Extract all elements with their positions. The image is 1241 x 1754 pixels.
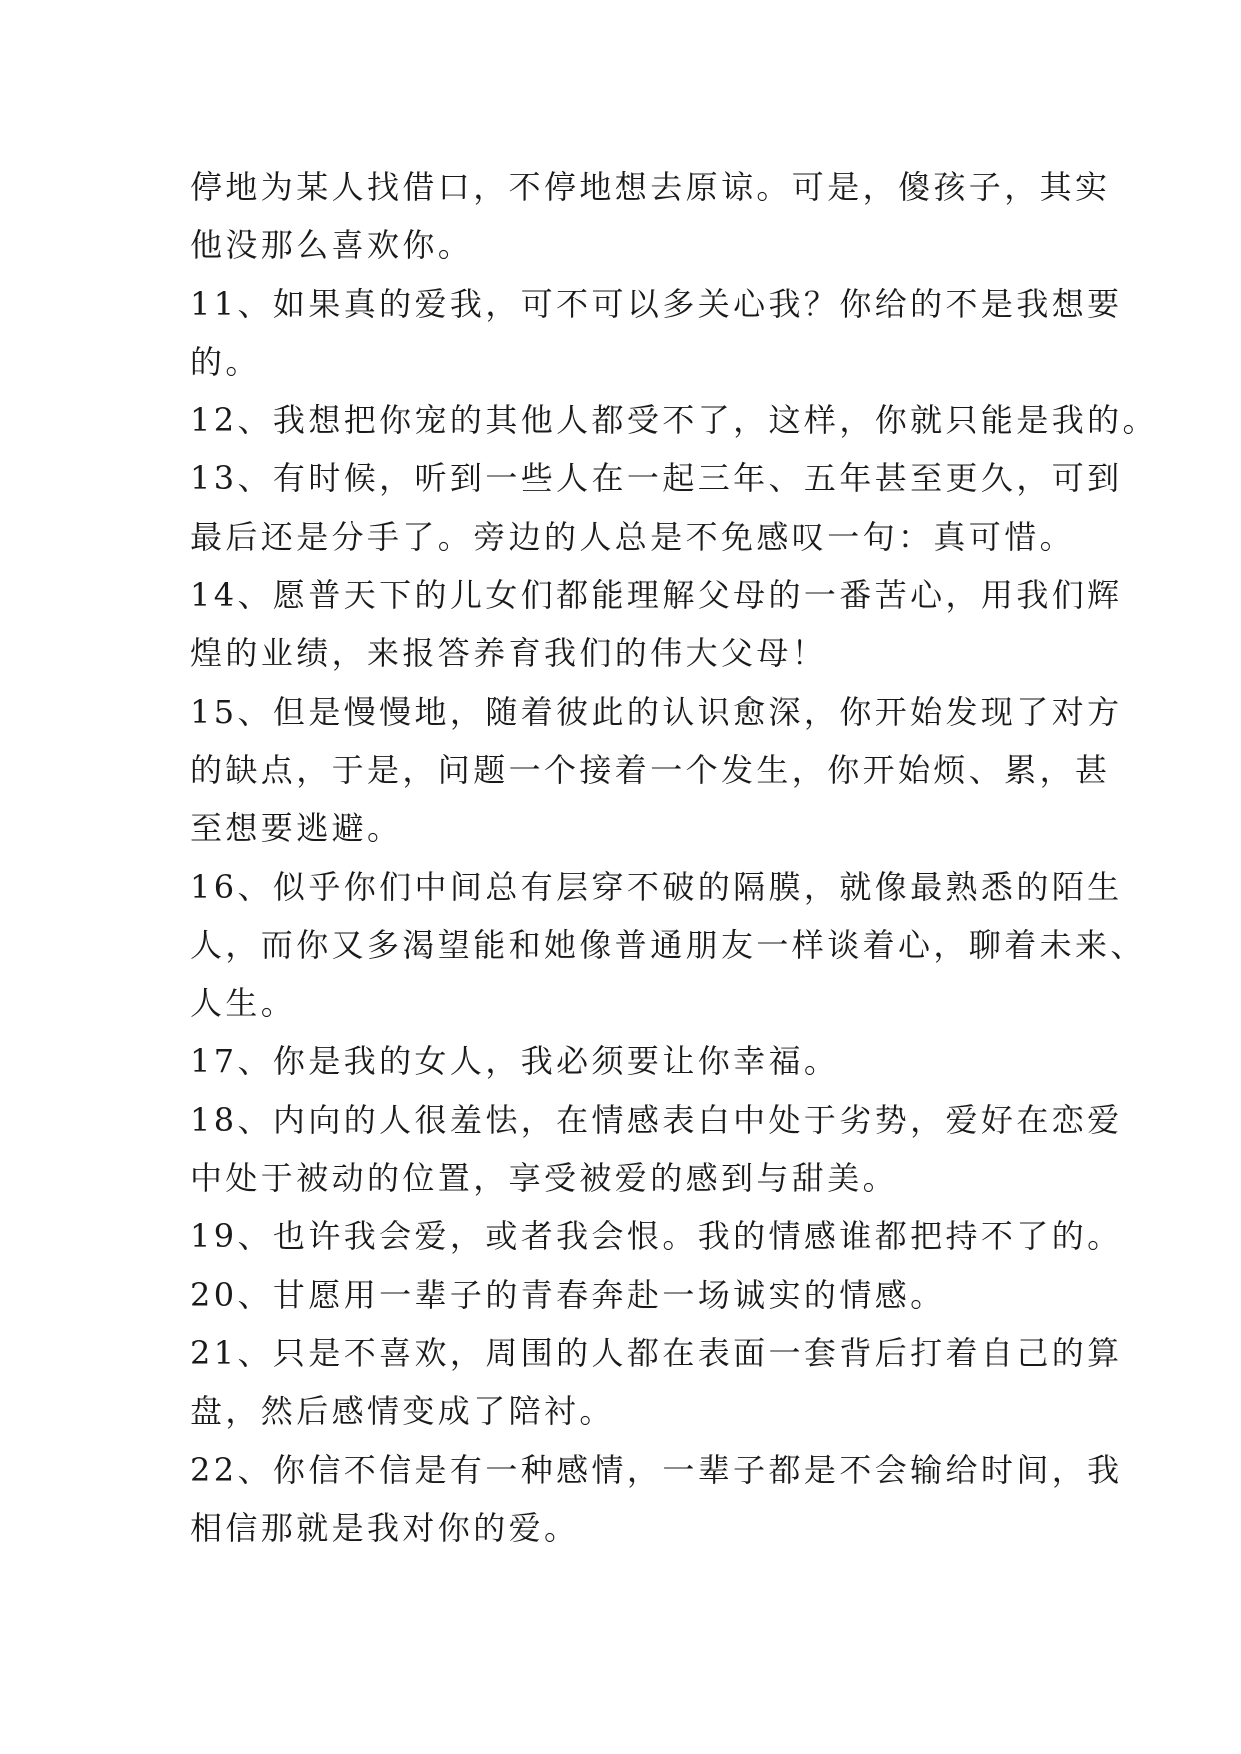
- text-line: 11、如果真的爱我，可不可以多关心我？你给的不是我想要: [190, 284, 1123, 323]
- text-line: 最后还是分手了。旁边的人总是不免感叹一句：真可惜。: [190, 517, 1076, 556]
- text-line: 相信那就是我对你的爱。: [190, 1508, 580, 1547]
- text-line: 人生。: [190, 984, 297, 1023]
- text-line: 煌的业绩，来报答养育我们的伟大父母！: [190, 634, 828, 673]
- text-line: 的缺点，于是，问题一个接着一个发生，你开始烦、累，甚: [190, 750, 1111, 789]
- text-line: 盘，然后感情变成了陪衬。: [190, 1392, 615, 1431]
- text-line: 停地为某人找借口，不停地想去原谅。可是，傻孩子，其实: [190, 168, 1111, 206]
- text-line: 14、愿普天下的儿女们都能理解父母的一番苦心，用我们辉: [190, 576, 1123, 615]
- text-line: 的。: [190, 342, 261, 381]
- text-line: 至想要逃避。: [190, 809, 403, 848]
- text-line: 17、你是我的女人，我必须要让你幸福。: [190, 1042, 840, 1081]
- text-line: 19、也许我会爱，或者我会恨。我的情感谁都把持不了的。: [190, 1217, 1123, 1256]
- text-line: 中处于被动的位置，享受被爱的感到与甜美。: [190, 1159, 899, 1198]
- text-line: 22、你信不信是有一种感情，一辈子都是不会输给时间，我: [190, 1450, 1123, 1489]
- text-line: 13、有时候，听到一些人在一起三年、五年甚至更久，可到: [190, 459, 1123, 498]
- text-line: 16、似乎你们中间总有层穿不破的隔膜，就像最熟悉的陌生: [190, 867, 1123, 906]
- text-line: 12、我想把你宠的其他人都受不了，这样，你就只能是我的。: [190, 401, 1158, 440]
- text-line: 他没那么喜欢你。: [190, 226, 474, 265]
- text-line: 20、甘愿用一辈子的青春奔赴一场诚实的情感。: [190, 1275, 946, 1314]
- text-line: 15、但是慢慢地，随着彼此的认识愈深，你开始发现了对方: [190, 692, 1123, 731]
- text-line: 人，而你又多渴望能和她像普通朋友一样谈着心，聊着未来、: [190, 925, 1146, 964]
- text-line: 18、内向的人很羞怯，在情感表白中处于劣势，爱好在恋爱: [190, 1100, 1123, 1139]
- text-line: 21、只是不喜欢，周围的人都在表面一套背后打着自己的算: [190, 1333, 1123, 1372]
- body-text: [190, 158, 1158, 1557]
